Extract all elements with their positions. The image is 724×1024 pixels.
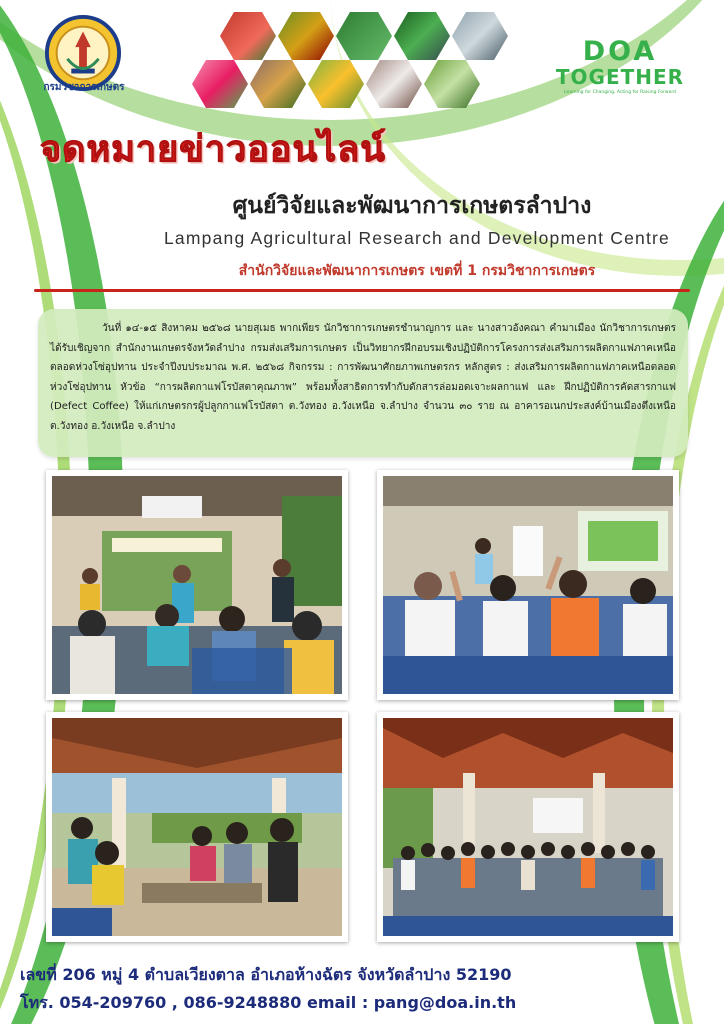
agriculture-photo-collage	[190, 10, 535, 110]
footer-contact: โทร. 054-209760 , 086-9248880 email : pang@doa.in.th	[20, 993, 517, 1012]
news-paragraph: วันที่ ๑๔-๑๕ สิงหาคม ๒๕๖๘ นายสุเมธ พากเพียร นักวิชาการเกษตรชำนาญการ และ นางสาวอังคณา คำมาเมือง นักวิชาการเกษตร ได้รับเชิญจาก สำนักงานเกษตรจังหวัดลำปาง กรมส่งเสริมการเกษตร เป็นวิทยากรฝึกอบรมเชิงปฏิบัติการโครงการส่งเสริมการผลิตกาแฟภาคเหนือตลอดห่วงโซ่อุปทาน ประจำปีงบประมาณ พ.ศ. ๒๕๖๘ กิจกรรม : การพัฒนาศักยภาพเกษตรกร หลักสูตร : ส่งเสริมการผลิตกาแฟภาคเหนือตลอดห่วงโซ่อุปทาน หัวข้อ “การผลิตกาแฟโรบัสตาคุณภาพ” พร้อมทั้งสาธิตการทำกับดักสารล่อมอดเจาะผลกาแฟ และ ฝึกปฏิบัติการคัดสารกาแฟ (Defect Coffee) ให้แก่เกษตรกรผู้ปลูกกาแฟโรบัสตา ต.วังทอง อ.วังเหนือ จ.ลำปาง จำนวน ๓๐ ราย ณ อาคารอเนกประสงค์บ้านเมืองตึงเหนือ ต.วังทอง อ.วังเหนือ จ.ลำปาง	[50, 323, 676, 432]
footer-address: เลขที่ 206 หมู่ 4 ตำบลเวียงตาล อำเภอห้างฉัตร จังหวัดลำปาง 52190	[20, 965, 512, 984]
title-divider	[34, 289, 690, 292]
office-name: สำนักวิจัยและพัฒนาการเกษตร เขตที่ 1 กรมวิชาการเกษตร	[238, 263, 596, 279]
doa-brand-sub: TOGETHER	[555, 65, 685, 89]
newsletter-title: จดหมายข่าวออนไลน์	[40, 129, 386, 170]
department-logo-caption: กรมวิชาการเกษตร	[43, 82, 125, 93]
doa-together-logo	[550, 38, 690, 95]
doa-brand-main: DOA	[582, 36, 658, 67]
center-name-thai: ศูนย์วิจัยและพัฒนาการเกษตรลำปาง	[232, 193, 592, 219]
news-body-box	[38, 309, 688, 457]
photo-group-picture	[377, 712, 679, 942]
doa-tagline: Learning for Changing, Acting for Raising Forward	[564, 90, 676, 95]
center-name-english: Lampang Agricultural Research and Development Centre	[164, 228, 670, 248]
photo-training-presentation	[46, 470, 348, 700]
photo-audience-raising-hands	[377, 470, 679, 700]
photo-group-practice	[46, 712, 348, 942]
